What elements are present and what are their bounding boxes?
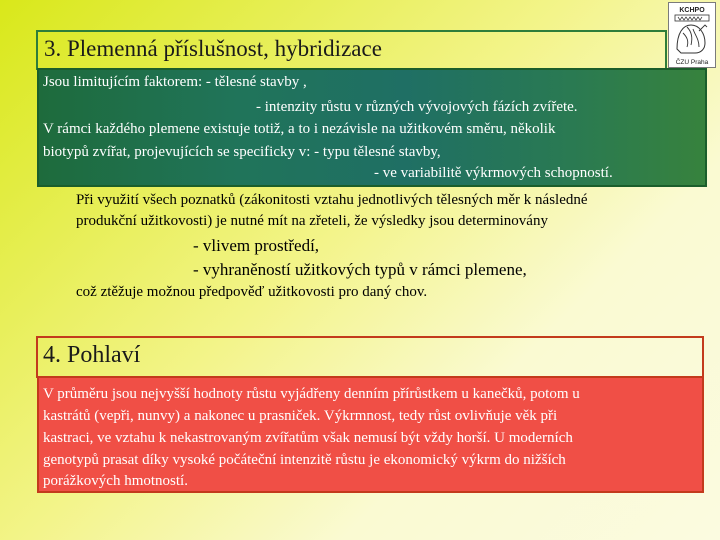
bullet-environment: - vlivem prostředí, [193, 236, 320, 255]
red-line-1: V průměru jsou nejvyšší hodnoty růstu vyjádřeny denním přírůstkem u kanečků, potom u [43, 386, 580, 402]
green-line-5: - ve variabilitě výkrmových schopností. [374, 165, 613, 181]
section-4-title: 4. Pohlaví [43, 342, 141, 368]
closing-line: což ztěžuje možnou předpověď užitkovosti pro daný chov. [76, 284, 428, 300]
green-line-4: biotypů zvířat, projevujících se specificky v: - typu tělesné stavby, [43, 144, 441, 160]
green-line-2: - intenzity růstu v různých vývojových fázích zvířete. [256, 99, 578, 115]
red-line-3: kastraci, ve vztahu k nekastrovaným zvířatům však nemusí být vždy horší. U moderních [43, 430, 573, 446]
czu-kchpo-logo-icon [668, 2, 716, 68]
red-line-5: porážkových hmotností. [43, 473, 188, 489]
red-line-2: kastrátů (vepři, nunvy) a nakonec u prasniček. Výkrmnost, tedy růst ovlivňuje věk při [43, 408, 558, 424]
section-3-title: 3. Plemenná příslušnost, hybridizace [44, 36, 382, 61]
logo-bottom-text: ČZU Praha [675, 59, 709, 66]
green-line-3: V rámci každého plemene existuje totiž, a to i nezávisle na užitkovém směru, několik [43, 121, 556, 137]
green-line-1: Jsou limitujícím faktorem: - tělesné stavby , [43, 74, 307, 90]
logo-top-text: KCHPO [679, 7, 705, 14]
bullet-utility-types: - vyhraněností užitkových typů v rámci plemene, [193, 260, 527, 279]
para-line-1: Při využití všech poznatků (zákonitosti vztahu jednotlivých tělesných měr k následné [76, 192, 588, 208]
red-line-4: genotypů prasat díky vysoké počáteční intenzitě růstu je ekonomický výkrm do nižších [43, 452, 566, 468]
para-line-2: produkční užitkovosti) je nutné mít na zřeteli, že výsledky jsou determinovány [76, 213, 548, 229]
logo-graphic [669, 3, 715, 67]
